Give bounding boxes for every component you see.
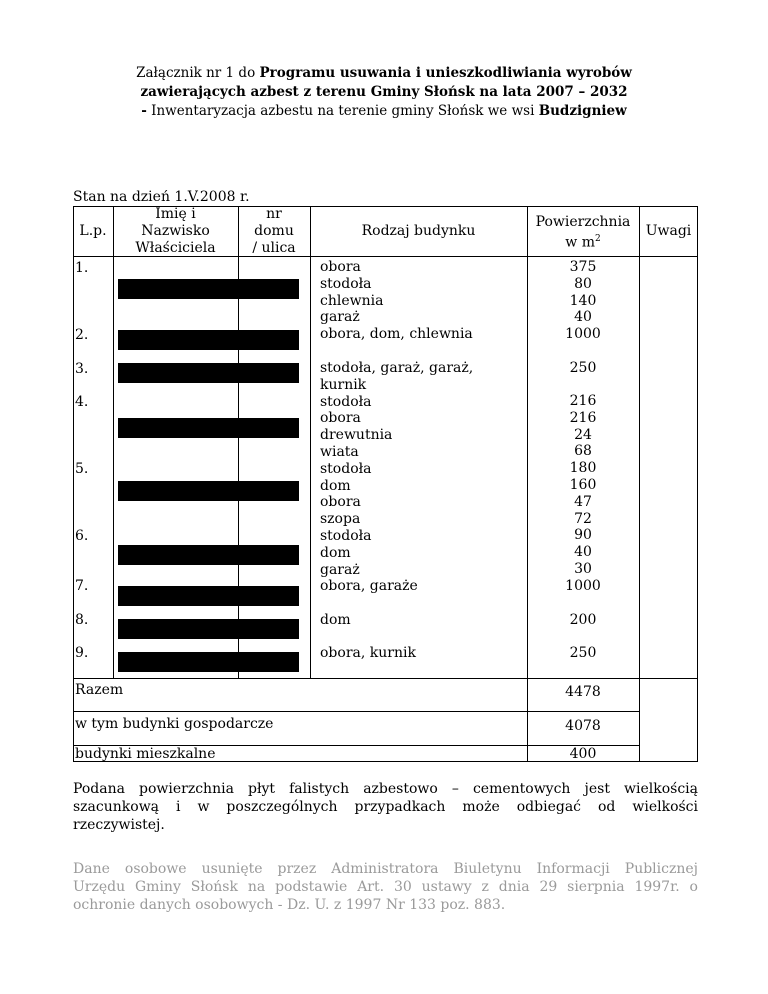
redacted-owner <box>118 330 299 350</box>
redacted-owner <box>118 652 299 672</box>
redacted-owner <box>118 363 299 383</box>
header-line-2: zawierających azbest z terenu Gminy Słońsk na lata 2007 – 2032 <box>140 84 628 100</box>
row-number: 9. <box>75 645 89 661</box>
building-type-list: obora stodoła chlewnia garaż obora, dom, chlewnia <box>320 259 473 343</box>
asbestos-inventory-table <box>73 206 698 762</box>
redacted-owner <box>118 418 299 438</box>
total-label: Razem <box>75 682 124 698</box>
estimate-note: Podana powierzchnia płyt falistych azbestowo – cementowych jest wielkością szacunkową i w poszczególnych przypadkach może odbiegać od wielkości rzeczywistej. <box>73 781 698 833</box>
document-header <box>60 64 708 121</box>
header-line-3: - Inwentaryzacja azbestu na terenie gminy Słońsk we wsi Budzigniew <box>141 103 627 119</box>
farm-buildings-value: 4078 <box>565 718 601 734</box>
as-of-date: Stan na dzień 1.V.2008 r. <box>73 189 250 205</box>
row-number: 2. <box>75 327 89 343</box>
area-value: 250 <box>569 360 597 376</box>
row-number: 4. <box>75 394 89 410</box>
building-type: obora, kurnik <box>320 645 416 661</box>
column-header-remarks: Uwagi <box>645 223 692 239</box>
redacted-owner <box>118 619 299 639</box>
residential-buildings-value: 400 <box>569 746 597 762</box>
building-type-list: stodoła, garaż, garaż, kurnik stodoła obora drewutnia wiata stodoła dom obora szopa stodoła dom garaż obora, garaże <box>320 360 474 595</box>
redacted-owner <box>118 545 299 565</box>
column-header-building-type: Rodzaj budynku <box>361 223 476 239</box>
redacted-owner <box>118 586 299 606</box>
column-header-area: Powierzchnia w $m^2$ <box>535 214 631 251</box>
row-number: 6. <box>75 528 89 544</box>
area-values: 216 216 24 68 180 160 47 72 90 40 30 1000 <box>565 393 601 594</box>
redacted-owner <box>118 481 299 501</box>
total-value: 4478 <box>565 684 601 700</box>
row-number: 3. <box>75 361 89 377</box>
column-header-house-number: nr domu / ulica <box>252 206 296 256</box>
row-number: 8. <box>75 612 89 628</box>
area-value: 250 <box>569 645 597 661</box>
row-number: 5. <box>75 461 89 477</box>
header-line-1: Załącznik nr 1 do Programu usuwania i unieszkodliwiania wyrobów <box>136 65 632 81</box>
building-type: dom <box>320 612 351 628</box>
column-header-lp: L.p. <box>79 223 107 239</box>
residential-buildings-label: budynki mieszkalne <box>75 746 216 762</box>
redacted-owner <box>118 279 299 299</box>
area-value: 200 <box>569 612 597 628</box>
row-number: 1. <box>75 260 89 276</box>
column-header-owner: Imię i Nazwisko Właściciela <box>135 206 216 256</box>
privacy-disclaimer: Dane osobowe usunięte przez Administratora Biuletynu Informacji Publicznej Urzędu Gminy Słońsk na podstawie Art. 30 ustawy z dnia 29 sierpnia 1997r. o ochronie danych osobowych - Dz. U. z 1997 Nr 133 poz. 883. <box>73 861 698 913</box>
farm-buildings-label: w tym budynki gospodarcze <box>75 716 274 732</box>
area-values: 375 80 140 40 1000 <box>565 259 601 343</box>
row-number: 7. <box>75 578 89 594</box>
